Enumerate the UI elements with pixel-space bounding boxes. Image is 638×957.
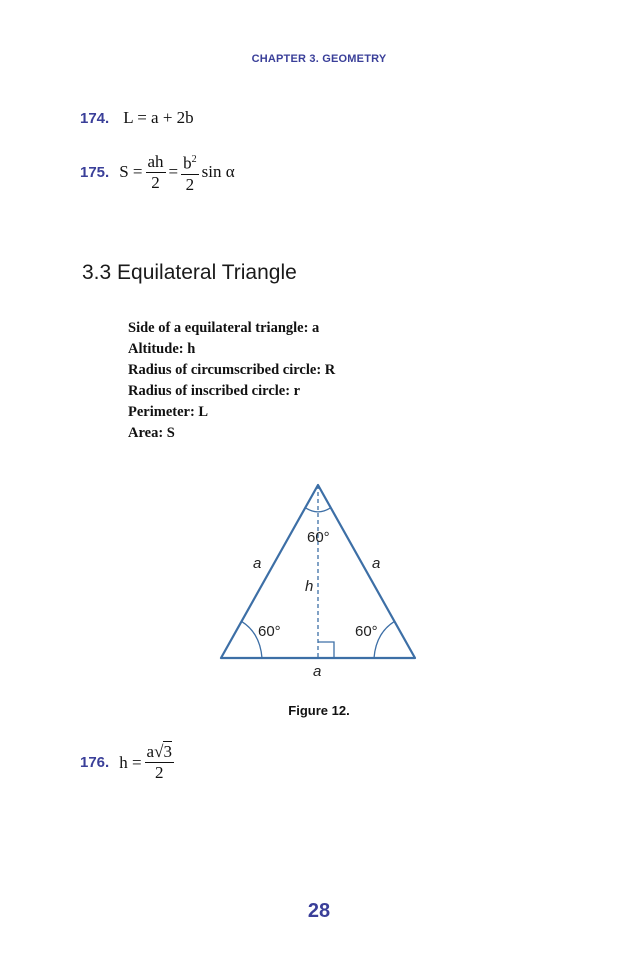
equals-sign: = <box>168 162 179 182</box>
fraction-ah-over-2: $\frac{ah}{2}$ <box>147 151 164 192</box>
label-right-side: a <box>372 555 381 572</box>
sine-term: sin α <box>201 162 235 182</box>
page-number: 28 <box>307 900 331 922</box>
chapter-header: CHAPTER 3. GEOMETRY <box>251 53 387 65</box>
label-base: a <box>313 663 322 680</box>
equilateral-triangle-figure <box>212 478 424 688</box>
definition-item: Radius of circumscribed circle: R <box>128 362 336 378</box>
label-left-angle: 60° <box>258 623 281 640</box>
formula-number: 175. <box>80 163 110 181</box>
label-height: h <box>305 578 314 595</box>
label-right-angle: 60° <box>355 623 378 640</box>
label-left-side: a <box>253 555 262 572</box>
formula-176 <box>80 742 174 783</box>
definition-item: Altitude: h <box>128 341 196 357</box>
definition-item: Perimeter: L <box>128 404 209 420</box>
fraction-b2-over-2: $\frac{b^2}{2}$ <box>183 153 197 194</box>
formula-lhs: h = <box>119 752 142 772</box>
label-top-angle: 60° <box>307 529 330 546</box>
definition-item: Radius of inscribed circle: r <box>128 383 301 399</box>
right-angle-marker <box>318 642 334 658</box>
formula-expression: L = a + 2b <box>123 108 194 127</box>
formula-lhs: S = <box>119 162 143 182</box>
formula-175 <box>80 150 235 195</box>
fraction-a-root3-over-2: $\frac{a√3}{2}$ <box>146 742 172 782</box>
formula-number: 176. <box>80 754 110 771</box>
sqrt-symbol: √ <box>154 742 164 761</box>
formula-number: 174. <box>80 110 110 127</box>
definition-item: Side of a equilateral triangle: a <box>128 320 320 336</box>
figure-caption: Figure 12. <box>288 703 350 718</box>
section-title: 3.3 Equilateral Triangle <box>82 261 297 284</box>
definition-item: Area: S <box>128 425 175 441</box>
formula-174 <box>80 108 194 128</box>
